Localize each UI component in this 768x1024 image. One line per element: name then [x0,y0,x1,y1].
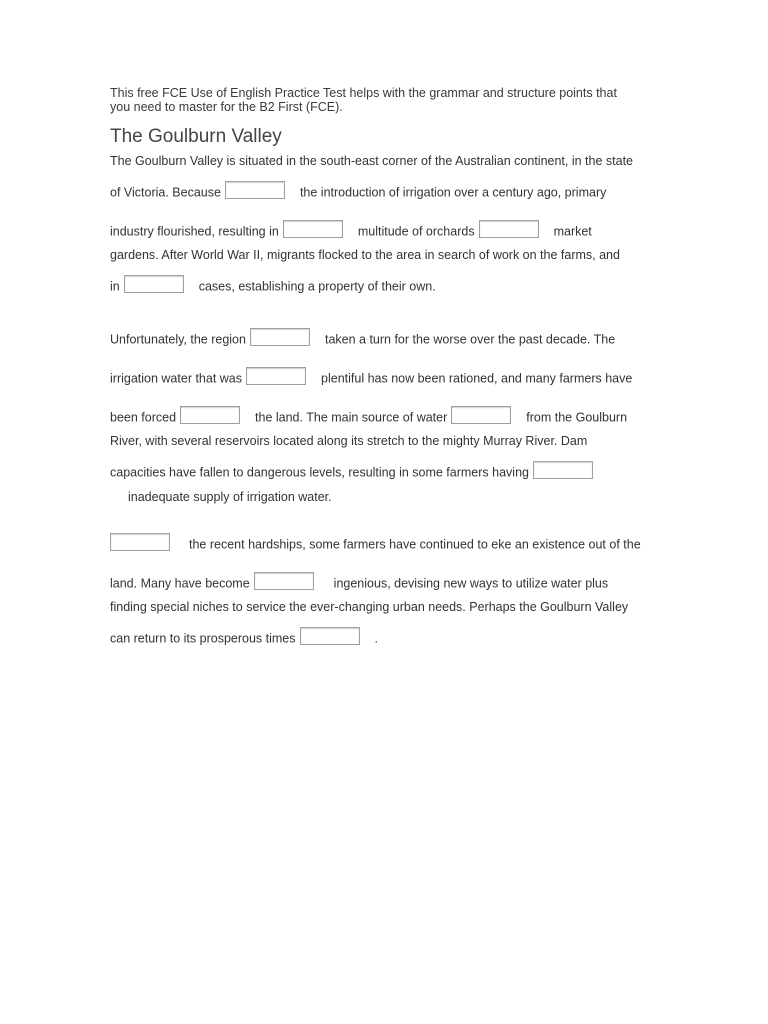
text-segment: land. Many have become [110,576,250,591]
text-segment: the introduction of irrigation over a century ago, primary [299,185,607,200]
page-title: The Goulburn Valley [110,126,282,147]
text-line [110,433,662,449]
text-segment: market [553,224,592,239]
text-segment: been forced [110,410,177,425]
gap-3-input[interactable] [479,220,539,238]
text-segment: cases, establishing a property of their own. [198,279,436,294]
text-line [110,560,662,599]
gap-8-input[interactable] [451,406,511,424]
intro-line-2: you need to master for the B2 First (FCE). [110,100,343,114]
text-segment: the recent hardships, some farmers have continued to eke an existence out of the [189,537,641,552]
text-line [110,154,662,169]
text-segment: inadequate supply of irrigation water. [128,490,332,504]
text-line [110,169,662,208]
text-segment: the land. The main source of water [255,410,448,425]
text-line [110,247,662,263]
gap-2-input[interactable] [283,220,343,238]
text-segment: taken a turn for the worse over the past decade. The [324,332,616,347]
text-segment: gardens. After World War II, migrants flocked to the area in search of work on the farms, and [110,248,620,262]
paragraph-1 [110,154,662,302]
text-segment: in [110,279,120,294]
intro-text [110,86,662,114]
text-line [110,449,662,488]
text-line [110,394,662,433]
text-segment: Unfortunately, the region [110,332,246,347]
text-segment: The Goulburn Valley is situated in the south-east corner of the Australian continent, in the state [110,154,633,168]
text-line [110,615,662,654]
gap-11-input[interactable] [254,572,314,590]
text-line [110,599,662,615]
gap-9-input[interactable] [533,461,593,479]
text-segment: . [374,631,378,646]
gap-7-input[interactable] [180,406,240,424]
text-segment: multitude of orchards [357,224,475,239]
text-line [110,208,662,247]
text-segment: ingenious, devising new ways to utilize water plus [333,576,609,591]
text-segment: from the Goulburn [526,410,628,425]
gap-1-input[interactable] [225,181,285,199]
paragraph-2 [110,316,662,507]
text-segment: capacities have fallen to dangerous levels, resulting in some farmers having [110,465,529,480]
text-segment: irrigation water that was [110,371,243,386]
text-line [110,355,662,394]
text-segment: River, with several reservoirs located along its stretch to the mighty Murray River. Dam [110,434,588,448]
text-line [110,263,662,302]
text-segment: of Victoria. Because [110,185,221,200]
text-segment: can return to its prosperous times [110,631,296,646]
paragraph-spacer [110,507,662,521]
gap-12-input[interactable] [300,627,360,645]
gap-4-input[interactable] [124,275,184,293]
text-segment: industry flourished, resulting in [110,224,279,239]
paragraph-spacer [110,302,662,316]
gap-5-input[interactable] [250,328,310,346]
document-page [110,86,662,654]
gap-6-input[interactable] [246,367,306,385]
gap-10-input[interactable] [110,533,170,551]
paragraph-3 [110,521,662,654]
text-segment: finding special niches to service the ever-changing urban needs. Perhaps the Goulburn Valley [110,600,629,614]
intro-line-1: This free FCE Use of English Practice Test helps with the grammar and structure points that [110,86,617,100]
text-line [110,488,662,507]
text-segment: plentiful has now been rationed, and many farmers have [321,371,633,386]
text-line [110,316,662,355]
text-line [110,521,662,560]
